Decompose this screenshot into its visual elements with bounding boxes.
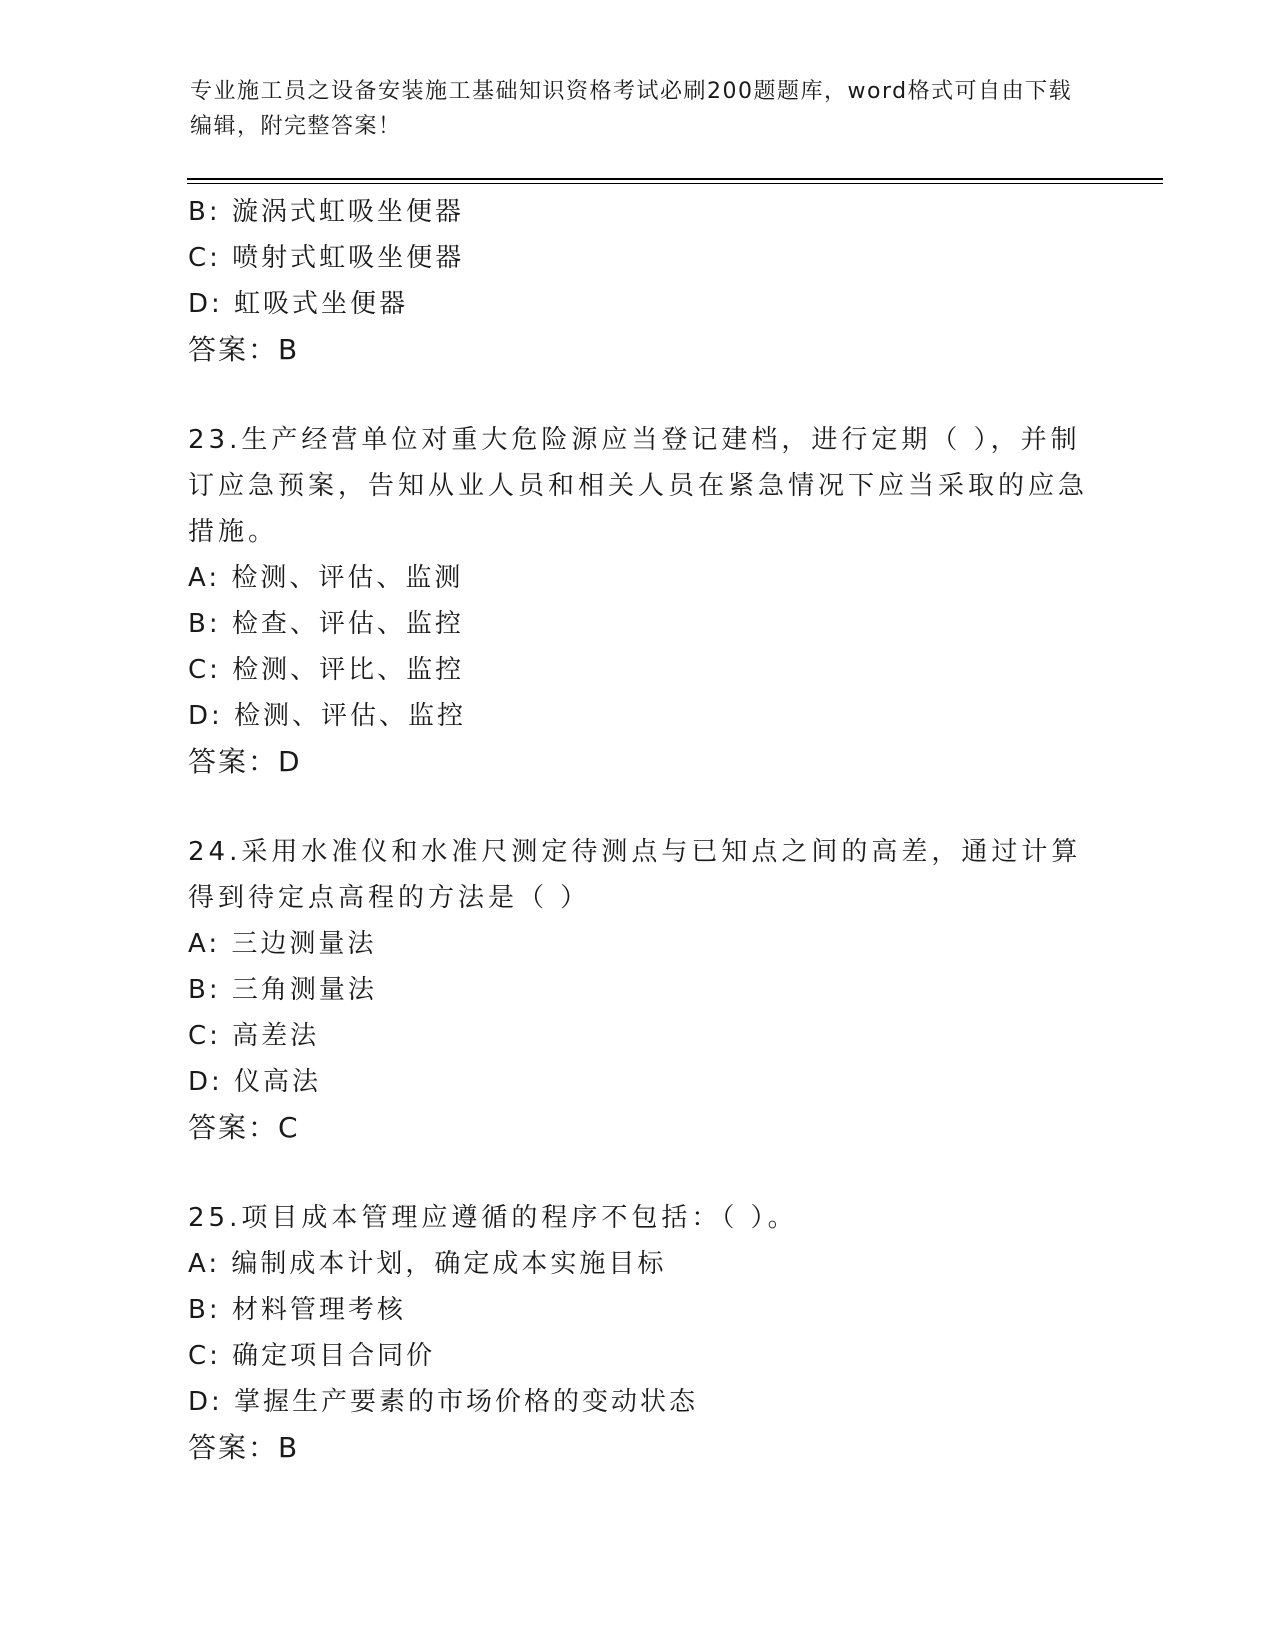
option-c: C: 检测、评比、监控 [188,655,465,685]
question-content [188,189,1088,1471]
page-header: 专业施工员之设备安装施工基础知识资格考试必刷200题题库，word格式可自由下载编辑，附完整答案！ [190,79,1073,139]
answer: 答案：B [188,1431,300,1464]
option-a: A: 三边测量法 [188,929,377,959]
header-divider [187,178,1163,184]
option-b: B: 漩涡式虹吸坐便器 [188,197,464,227]
answer: 答案：C [188,1111,300,1144]
option-a: A: 检测、评估、监测 [188,563,464,593]
question-24 [188,829,1088,1151]
answer: 答案：B [188,333,300,366]
option-a: A: 编制成本计划，确定成本实施目标 [188,1249,667,1279]
option-d: D: 掌握生产要素的市场价格的变动状态 [188,1387,699,1417]
question-25 [188,1195,1088,1471]
option-d: D: 仪高法 [188,1067,322,1097]
option-b: B: 材料管理考核 [188,1295,406,1325]
option-d: D: 虹吸式坐便器 [188,289,409,319]
option-c: C: 高差法 [188,1021,320,1051]
option-d: D: 检测、评估、监控 [188,701,467,731]
option-c: C: 确定项目合同价 [188,1341,436,1371]
question-23 [188,417,1088,785]
option-b: B: 检查、评估、监控 [188,609,464,639]
question-stem: 23.生产经营单位对重大危险源应当登记建档，进行定期（ ），并制订应急预案，告知从业人员和相关人员在紧急情况下应当采取的应急措施。 [188,425,1089,547]
option-b: B: 三角测量法 [188,975,377,1005]
option-c: C: 喷射式虹吸坐便器 [188,243,465,273]
answer: 答案：D [188,745,302,778]
question-stem: 25.项目成本管理应遵循的程序不包括：（ ）。 [188,1203,798,1233]
question-stem: 24.采用水准仪和水准尺测定待测点与已知点之间的高差，通过计算得到待定点高程的方法是（ ） [188,837,1082,913]
question-22-continued [188,189,1088,373]
